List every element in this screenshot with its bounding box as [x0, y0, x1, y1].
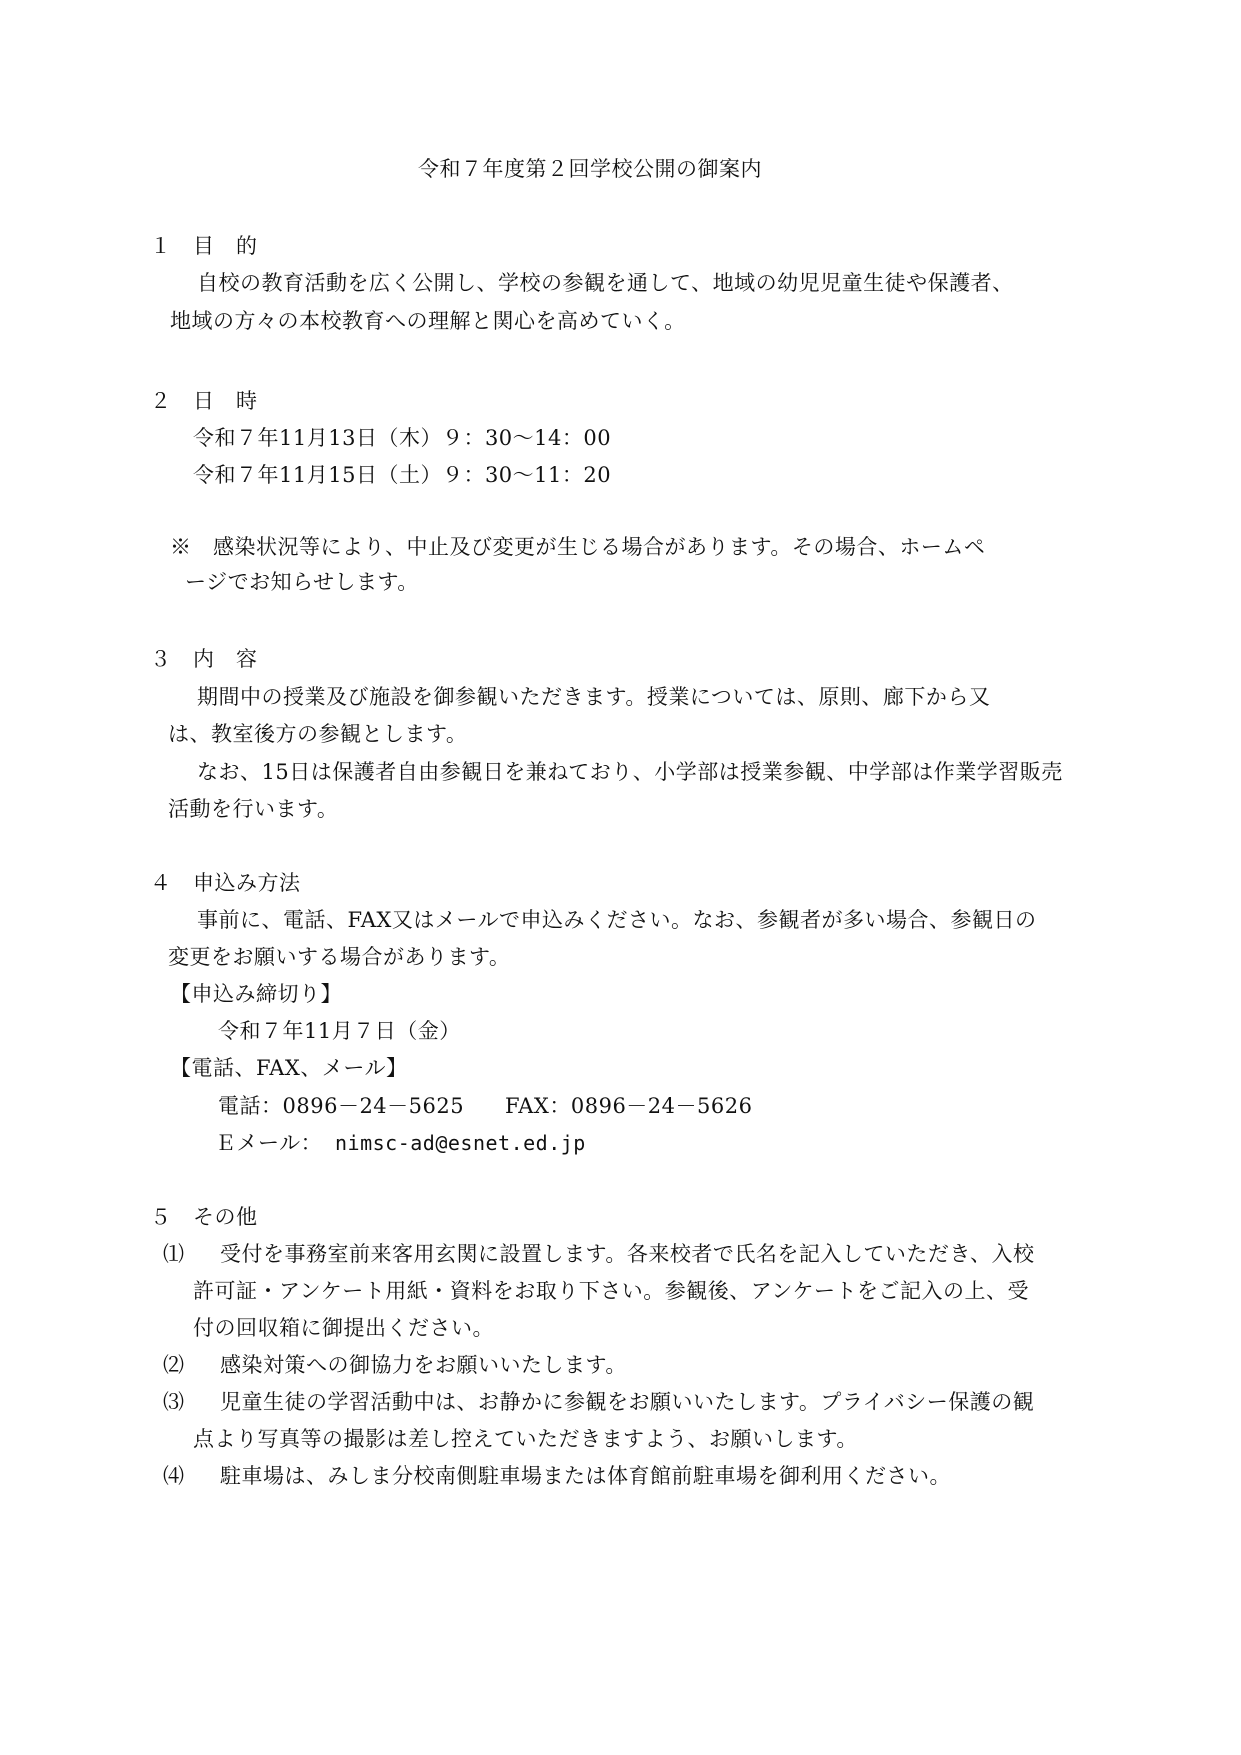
contact-label: 【電話、FAX、メール】 — [170, 1056, 408, 1080]
content-line-1: 期間中の授業及び施設を御参観いただきます。授業については、原則、廊下から又 — [197, 685, 991, 709]
other-item-1-line-1: 受付を事務室前来客用玄関に設置します。各来校者で氏名を記入していただき、入校 — [220, 1242, 1035, 1266]
application-line-1: 事前に、電話、FAX又はメールで申込みください。なお、参観者が多い場合、参観日の — [197, 908, 1037, 932]
deadline-label: 【申込み締切り】 — [170, 982, 342, 1006]
other-item-2-line-1: 感染対策への御協力をお願いいたします。 — [220, 1353, 627, 1377]
date-line-1: 令和７年11月13日（木）９：30～14：00 — [193, 426, 612, 450]
document-title: 令和７年度第２回学校公開の御案内 — [418, 157, 762, 181]
email-address[interactable]: nimsc-ad@esnet.ed.jp — [335, 1131, 586, 1155]
section-heading-content: ３ 内 容 — [150, 647, 258, 671]
content-line-2: は、教室後方の参観とします。 — [168, 722, 468, 746]
content-line-3: なお、15日は保護者自由参観日を兼ねており、小学部は授業参観、中学部は作業学習販売 — [197, 760, 1063, 784]
application-line-2: 変更をお願いする場合があります。 — [168, 945, 511, 969]
datetime-note-line-1: ※ 感染状況等により、中止及び変更が生じる場合があります。その場合、ホームペ — [170, 535, 986, 559]
other-item-1-line-2: 許可証・アンケート用紙・資料をお取り下さい。参観後、アンケートをご記入の上、受 — [193, 1279, 1029, 1303]
datetime-note-line-2: ージでお知らせします。 — [185, 570, 419, 594]
other-item-3-line-1: 児童生徒の学習活動中は、お静かに参観をお願いいたします。プライバシー保護の観 — [220, 1390, 1035, 1414]
purpose-line-2: 地域の方々の本校教育への理解と関心を高めていく。 — [170, 309, 686, 333]
other-item-3-number: ⑶ — [163, 1390, 185, 1414]
other-item-1-number: ⑴ — [163, 1242, 185, 1266]
other-item-4-line-1: 駐車場は、みしま分校南側駐車場または体育館前駐車場を御利用ください。 — [220, 1464, 951, 1488]
deadline-value: 令和７年11月７日（金） — [218, 1019, 461, 1043]
section-heading-other: ５ その他 — [150, 1205, 258, 1229]
content-line-4: 活動を行います。 — [168, 797, 339, 821]
other-item-2-number: ⑵ — [163, 1353, 185, 1377]
date-line-2: 令和７年11月15日（土）９：30～11：20 — [193, 463, 612, 487]
other-item-3-line-2: 点より写真等の撮影は差し控えていただきますよう、お願いします。 — [193, 1427, 858, 1451]
email-label: Ｅメール： — [215, 1131, 323, 1155]
other-item-1-line-3: 付の回収箱に御提出ください。 — [193, 1316, 494, 1340]
purpose-line-1: 自校の教育活動を広く公開し、学校の参観を通して、地域の幼児児童生徒や保護者、 — [197, 271, 1014, 295]
section-heading-purpose: １ 目 的 — [150, 234, 258, 258]
section-heading-datetime: ２ 日 時 — [150, 389, 258, 413]
fax-number: FAX：0896－24－5626 — [505, 1094, 753, 1118]
section-heading-application: ４ 申込み方法 — [150, 871, 301, 895]
phone-number: 電話：0896－24－5625 — [218, 1094, 465, 1118]
other-item-4-number: ⑷ — [163, 1464, 185, 1488]
